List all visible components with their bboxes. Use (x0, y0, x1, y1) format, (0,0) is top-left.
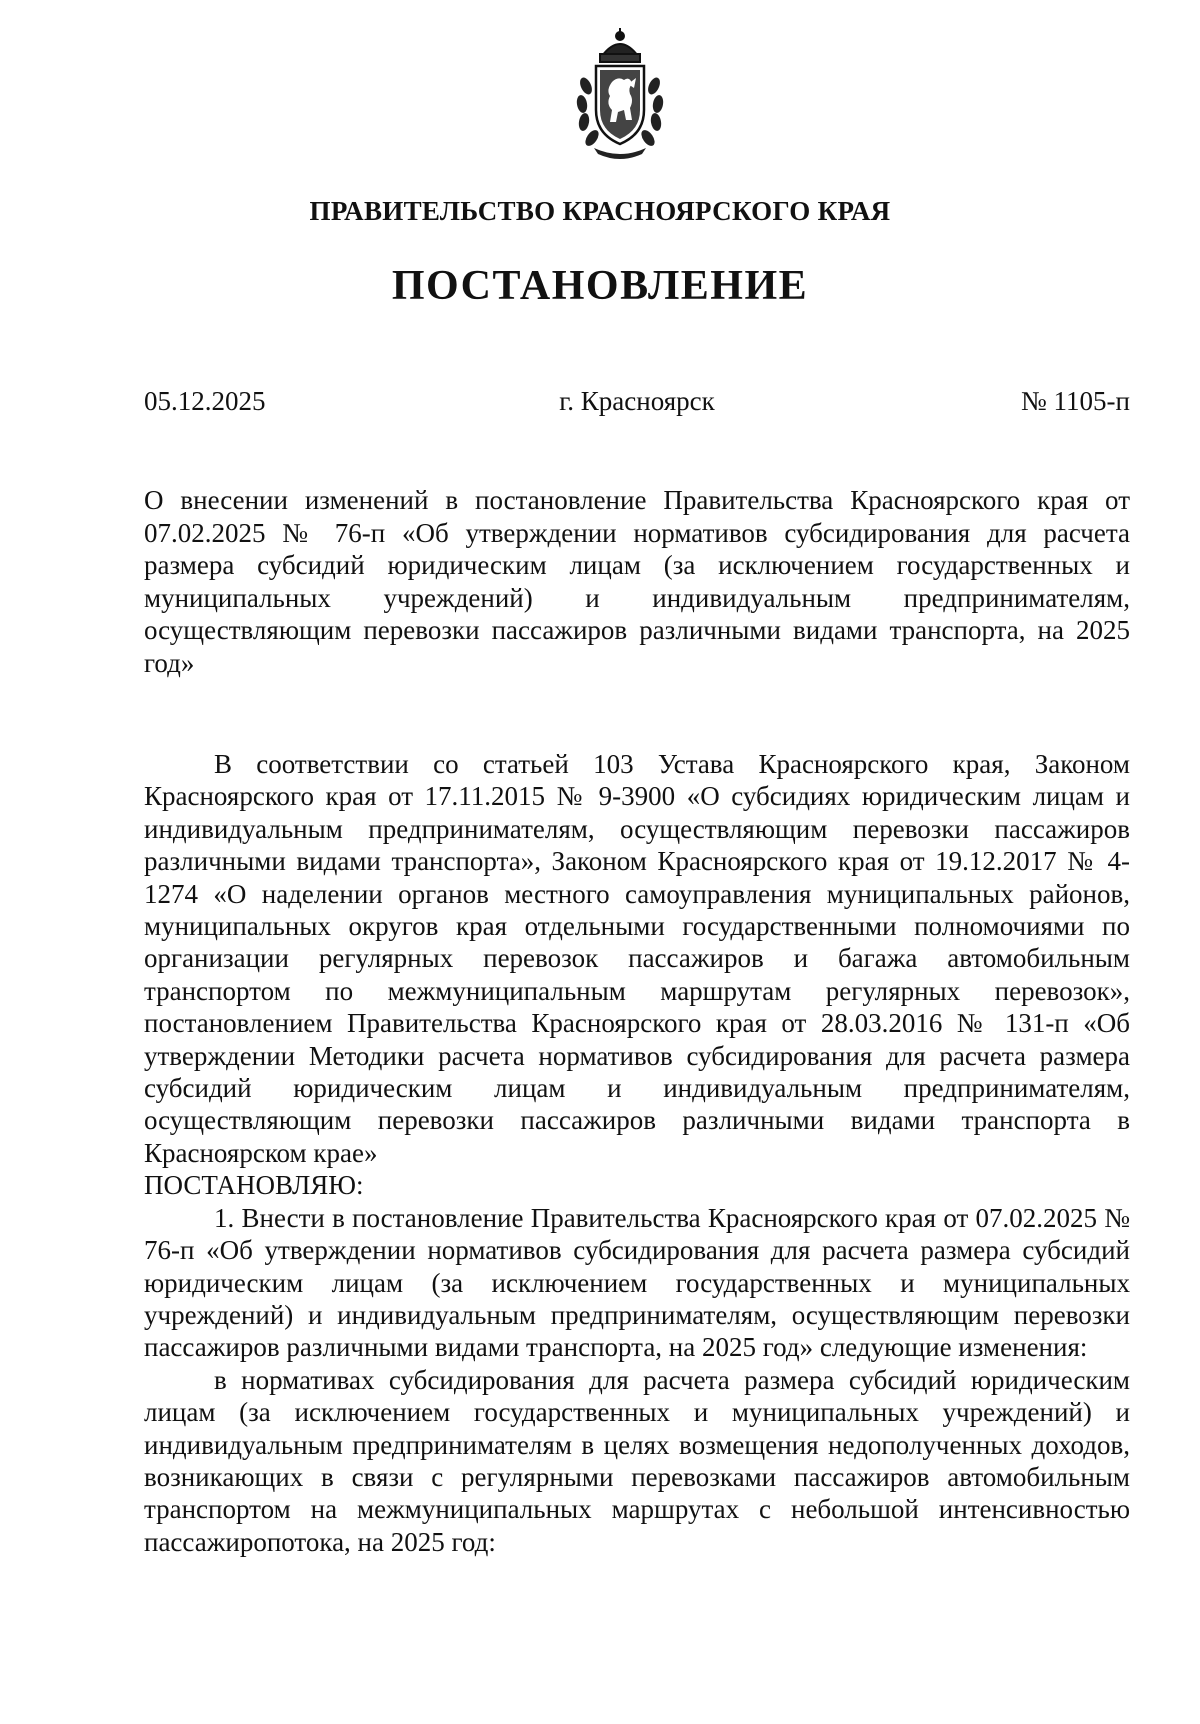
document-date: 05.12.2025 (144, 386, 266, 416)
document-number: № 1105-п (1021, 386, 1130, 416)
document-subject: О внесении изменений в постановление Правительства Красноярского края от 07.02.2025 № 76-п «Об утверждении нормативов субсидирования для расчета размера субсидий юридическим лицам (за исключением государственных и муниципальных учреждений) и индивидуальным предпринимателям, осуществляющим перевозки пассажиров различными видами транспорта, на 2025 год» (144, 485, 1130, 678)
decree-word: ПОСТАНОВЛЯЮ: (144, 1170, 364, 1201)
item-1-paragraph: 1. Внести в постановление Правительства Красноярского края от 07.02.2025 № 76-п «Об утверждении нормативов субсидирования для расчета размера субсидий юридическим лицам (за исключением государственных и муниципальных учреждений) и индивидуальным предпринимателям, осуществляющим перевозки пассажиров различными видами транспорта, на 2025 год» следующие изменения: (144, 1202, 1130, 1363)
coat-of-arms-icon (572, 26, 668, 160)
document-city: г. Красноярск (559, 386, 715, 416)
document-body (144, 748, 1130, 1558)
document-meta-row (144, 386, 1130, 422)
document-type-title: ПОСТАНОВЛЕНИЕ (391, 263, 809, 309)
preamble-paragraph: В соответствии со статьей 103 Устава Красноярского края, Законом Красноярского края от 17.11.2015 № 9-3900 «О субсидиях юридическим лицам и индивидуальным предпринимателям, осуществляющим перевозки пассажиров различными видами транспорта», Законом Красноярского края от 19.12.2017 № 4-1274 «О наделении органов местного самоуправления муниципальных районов, муниципальных округов края отдельными государственными полномочиями по организации регулярных перевозок пассажиров и багажа автомобильным транспортом по межмуниципальным маршрутам регулярных перевозок», постановлением Правительства Красноярского края от 28.03.2016 № 131-п «Об утверждении Методики расчета нормативов субсидирования для расчета размера субсидий юридическим лицам и индивидуальным предпринимателям, осуществляющим перевозки пассажиров различными видами транспорта в Красноярском крае» (144, 749, 1130, 1168)
item-1-subparagraph: в нормативах субсидирования для расчета размера субсидий юридическим лицам (за исключением государственных и муниципальных учреждений) и индивидуальным предпринимателям в целях возмещения недополученных доходов, возникающих в связи с регулярными перевозками пассажиров автомобильным транспортом на межмуниципальных маршрутах с небольшой интенсивностью пассажиропотока, на 2025 год: (144, 1364, 1130, 1557)
government-title: ПРАВИТЕЛЬСТВО КРАСНОЯРСКОГО КРАЯ (309, 196, 891, 226)
